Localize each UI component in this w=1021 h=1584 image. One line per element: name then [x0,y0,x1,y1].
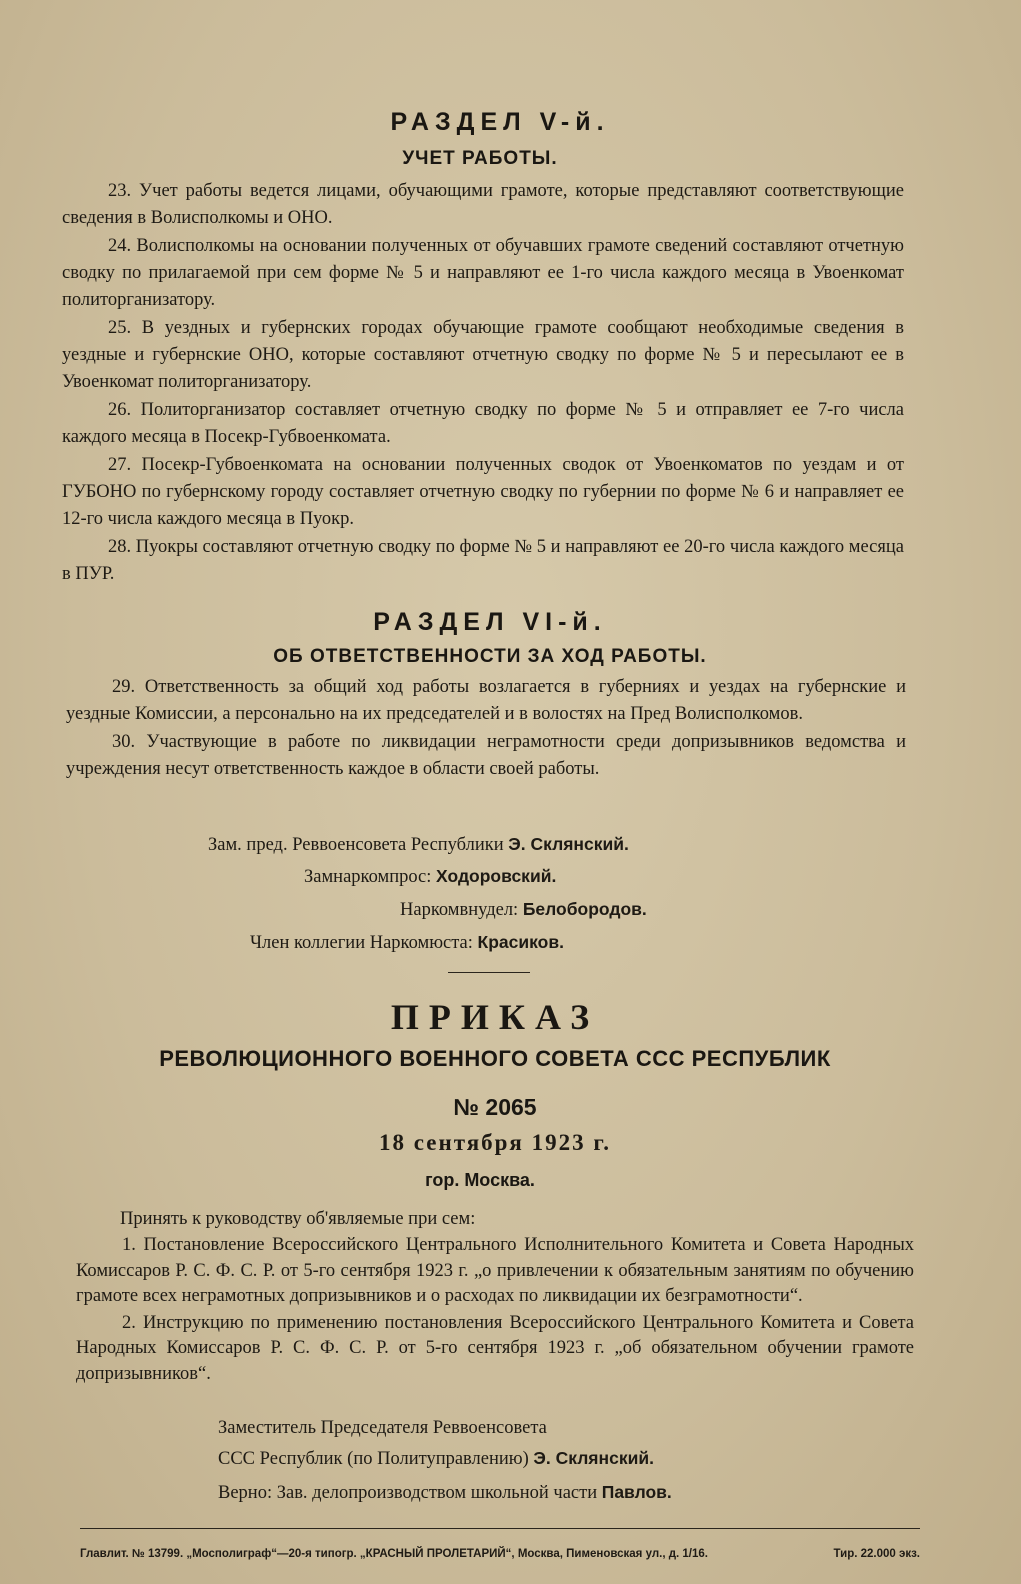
paragraph-26: 26. Политорганизатор составляет отчетную сводку по форме № 5 и отправляет ее 7-го числа каждого месяца в Посекр-Губвоенкомата. [62,400,904,447]
order-item-1: 1. Постановление Всероссийского Центрального Исполнительного Комитета и Совета Народных Комиссаров Р. С. Ф. С. Р. от 5-го сентября 1923 г. „о привлечении к обязательным занятиям по обучению грамоте всех неграмотных допризывников и о расходах по ликвидации их безграмотности“. [76,1235,914,1306]
signature-name: Э. Склянский. [533,1448,654,1468]
signature-khodorovsky: Замнаркомпрос: Ходоровский. [304,866,557,887]
order-signature-line1: Заместитель Председателя Реввоенсовета [218,1418,547,1438]
order-date: 18 сентября 1923 г. [379,1130,611,1155]
order-place: гор. Москва. [425,1170,535,1190]
paragraph-29: 29. Ответственность за общий ход работы возлагается в губерниях и уездах на губернские и уездные Комиссии, а персонально на их председателей и в волостях на Пред Волисполкомов. [66,677,906,724]
divider-rule [448,972,530,973]
paragraph-25: 25. В уездных и губернских городах обучающие грамоте сообщают необходимые сведения в уездные и губернские ОНО, которые составляют отчетную сводку по форме № 5 и пересылают ее в Увоенкомат политорганизатору. [62,318,904,392]
section6-title: РАЗДЕЛ VI-й. [373,608,607,636]
order-signature-line2: ССС Республик (по Политуправлению) Э. Склянский. [218,1448,654,1469]
signature-sklyansky: Зам. пред. Реввоенсовета Республики Э. Склянский. [208,834,629,855]
section5-title: РАЗДЕЛ V-й. [390,108,610,136]
paragraph-28: 28. Пуокры составляют отчетную сводку по форме № 5 и направляют ее 20-го числа каждого месяца в ПУР. [62,537,904,584]
section5-subtitle: УЧЕТ РАБОТЫ. [402,148,558,169]
order-number: № 2065 [453,1094,537,1120]
signature-krasikov: Член коллегии Наркомюста: Красиков. [250,932,564,953]
signature-name: Э. Склянский. [508,834,629,854]
order-subtitle: РЕВОЛЮЦИОННОГО ВОЕННОГО СОВЕТА ССС РЕСПУБЛИК [159,1046,831,1071]
order-intro: Принять к руководству об'являемые при сем: [120,1209,476,1229]
footer-imprint: Главлит. № 13799. „Мосполиграф“—20-я типогр. „КРАСНЫЙ ПРОЛЕТАРИЙ“, Москва, Пименовская ул., д. 1/16. [80,1548,708,1560]
footer-print-run: Тир. 22.000 экз. [833,1548,920,1560]
footer-rule [80,1528,920,1529]
signature-beloborodov: Наркомвнудел: Белобородов. [400,899,647,920]
printer-footer [80,1548,920,1560]
signature-name: Красиков. [477,932,564,952]
signature-name: Ходоровский. [436,866,557,886]
section6-body [66,674,906,784]
section5-body [62,178,904,589]
paragraph-24: 24. Волисполкомы на основании полученных от обучавших грамоте сведений составляют отчетную сводку по прилагаемой при сем форме № 5 и направляют ее 1-го числа каждого месяца в Увоенкомат политорганизатору. [62,236,904,310]
paragraph-27: 27. Посекр-Губвоенкомата на основании полученных сводок от Увоенкоматов по уездам и от ГУБОНО по губернскому городу составляет отчетную сводку по губернии по форме № 6 и направляет ее 12-го числа каждого месяца в Пуокр. [62,455,904,529]
section6-subtitle: ОБ ОТВЕТСТВЕННОСТИ ЗА ХОД РАБОТЫ. [273,646,707,667]
signature-name: Белобородов. [522,899,647,919]
order-title: ПРИКАЗ [390,997,600,1037]
paragraph-23: 23. Учет работы ведется лицами, обучающими грамоте, которые представляют соответствующие сведения в Волисполкомы и ОНО. [62,181,904,228]
signature-name: Павлов. [601,1482,672,1502]
paragraph-30: 30. Участвующие в работе по ликвидации неграмотности среди допризывников ведомства и учреждения несут ответственность каждое в области своей работы. [66,732,906,779]
order-body [76,1206,914,1388]
order-signature-line3: Верно: Зав. делопроизводством школьной части Павлов. [218,1482,672,1503]
order-item-2: 2. Инструкцию по применению постановления Всероссийского Центрального Комитета и Совета Народных Комиссаров Р. С. Ф. С. Р. от 5-го сентября 1923 г. „об обязательном обучении грамоте допризывников“. [76,1312,914,1384]
